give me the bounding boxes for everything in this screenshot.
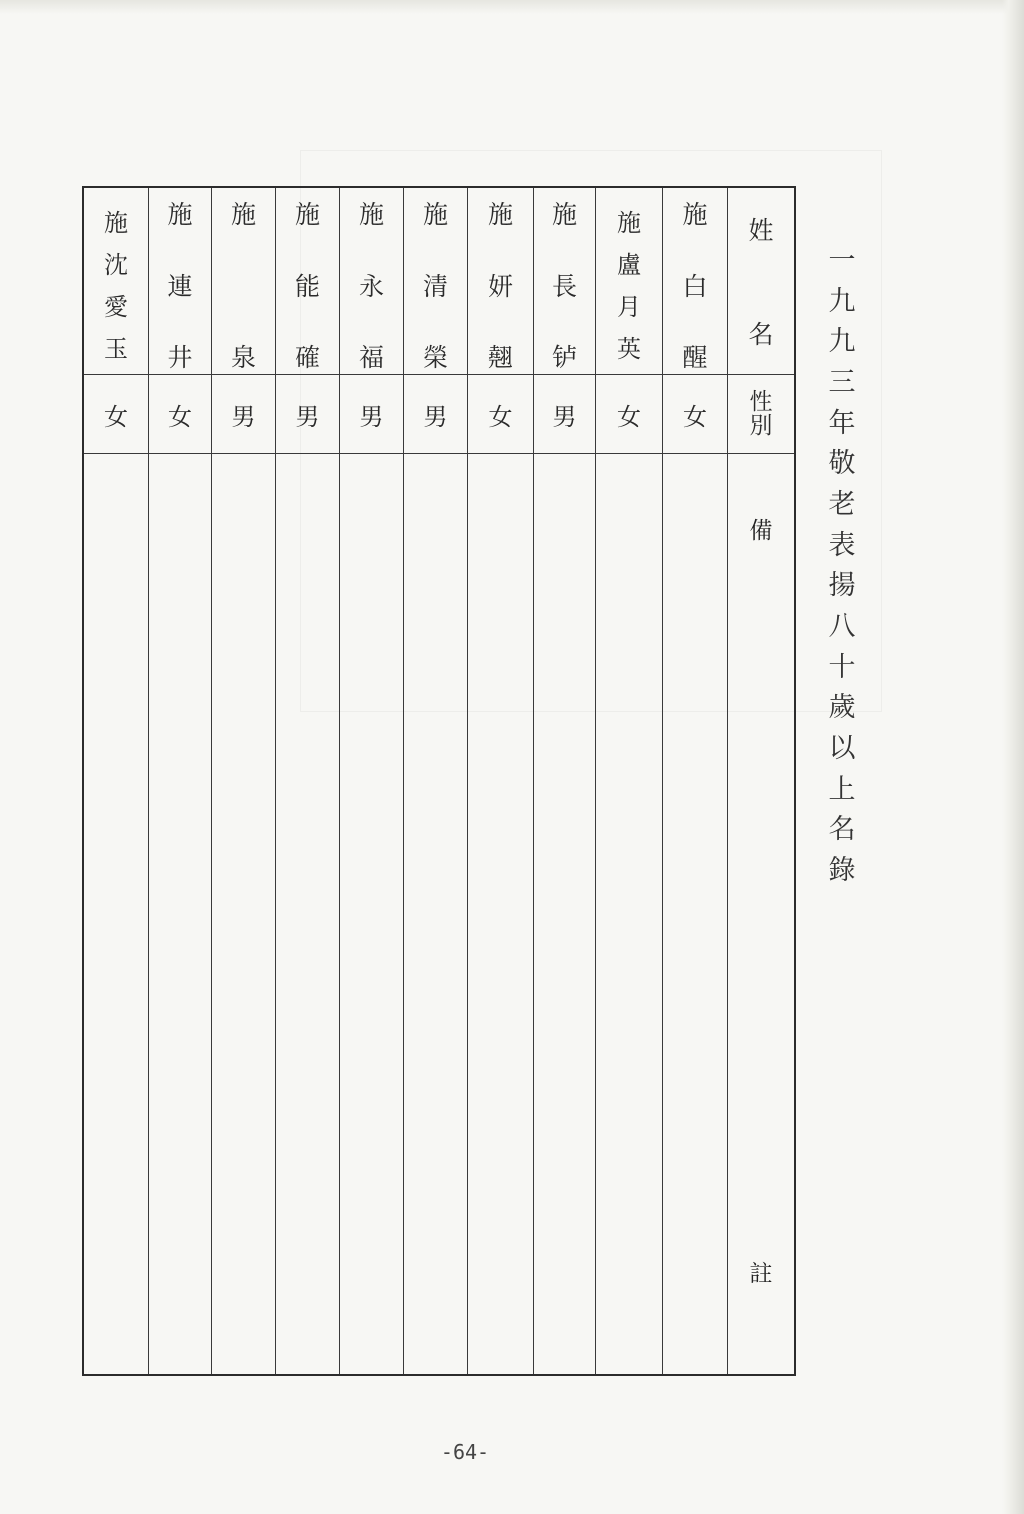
title-character: 揚 [828,570,856,602]
gender-row [83,375,795,454]
person-name-cell [468,187,534,375]
person-name-cell [663,187,728,375]
page-top-shadow [0,0,1024,14]
header-gender: 性 別 [728,375,796,454]
person-remarks-cell [663,454,728,1376]
person-name: 施 連 井 [167,200,193,372]
title-character: 一 [828,244,856,276]
person-gender: 女 [468,375,534,454]
person-remarks-cell [149,454,212,1376]
header-remarks [728,454,796,1376]
person-gender: 女 [663,375,728,454]
person-remarks-cell [404,454,468,1376]
title-character: 三 [828,366,856,398]
person-remarks-cell [340,454,404,1376]
person-name: 施 泉 [230,200,256,372]
header-name: 姓 名 [728,187,796,375]
title-character: 老 [828,488,856,520]
title-character: 九 [828,285,856,317]
title-character: 表 [828,529,856,561]
person-name: 施 能 確 [294,200,320,372]
person-name: 施 妍 翹 [487,200,513,372]
person-gender: 女 [83,375,149,454]
person-name-cell [276,187,340,375]
person-remarks-cell [83,454,149,1376]
person-remarks-cell [276,454,340,1376]
title-character: 上 [828,773,856,805]
roster-table [82,186,796,1376]
header-remarks-bottom: 註 [749,1261,773,1287]
person-remarks-cell [468,454,534,1376]
person-name: 施 盧 月 英 [617,209,641,363]
person-name: 施 白 醒 [682,200,708,372]
title-character: 名 [828,814,856,846]
person-name-cell [340,187,404,375]
person-gender: 男 [212,375,276,454]
person-name-cell [212,187,276,375]
person-gender: 男 [340,375,404,454]
title-character: 八 [828,611,856,643]
person-name-cell [534,187,596,375]
person-remarks-cell [534,454,596,1376]
person-name-cell [404,187,468,375]
person-gender: 女 [596,375,663,454]
person-name-cell [149,187,212,375]
title-character: 錄 [828,855,856,887]
header-remarks-top: 備 [749,518,773,544]
person-gender: 男 [276,375,340,454]
document-title [818,240,866,891]
person-gender: 女 [149,375,212,454]
page-number: -64- [440,1440,490,1464]
person-name: 施 沈 愛 玉 [104,209,128,363]
title-character: 年 [828,407,856,439]
person-name: 施 永 福 [358,200,384,372]
page-right-shadow [1002,0,1024,1514]
person-remarks-cell [596,454,663,1376]
person-name: 施 長 𬬻 [551,200,577,372]
title-character: 以 [828,733,856,765]
title-character: 歲 [828,692,856,724]
person-gender: 男 [404,375,468,454]
person-name: 施 清 榮 [422,200,448,372]
remarks-row [83,454,795,1376]
person-name-cell [596,187,663,375]
title-character: 敬 [828,448,856,480]
title-character: 九 [828,326,856,358]
person-remarks-cell [212,454,276,1376]
name-row [83,187,795,375]
title-character: 十 [828,651,856,683]
person-name-cell [83,187,149,375]
person-gender: 男 [534,375,596,454]
